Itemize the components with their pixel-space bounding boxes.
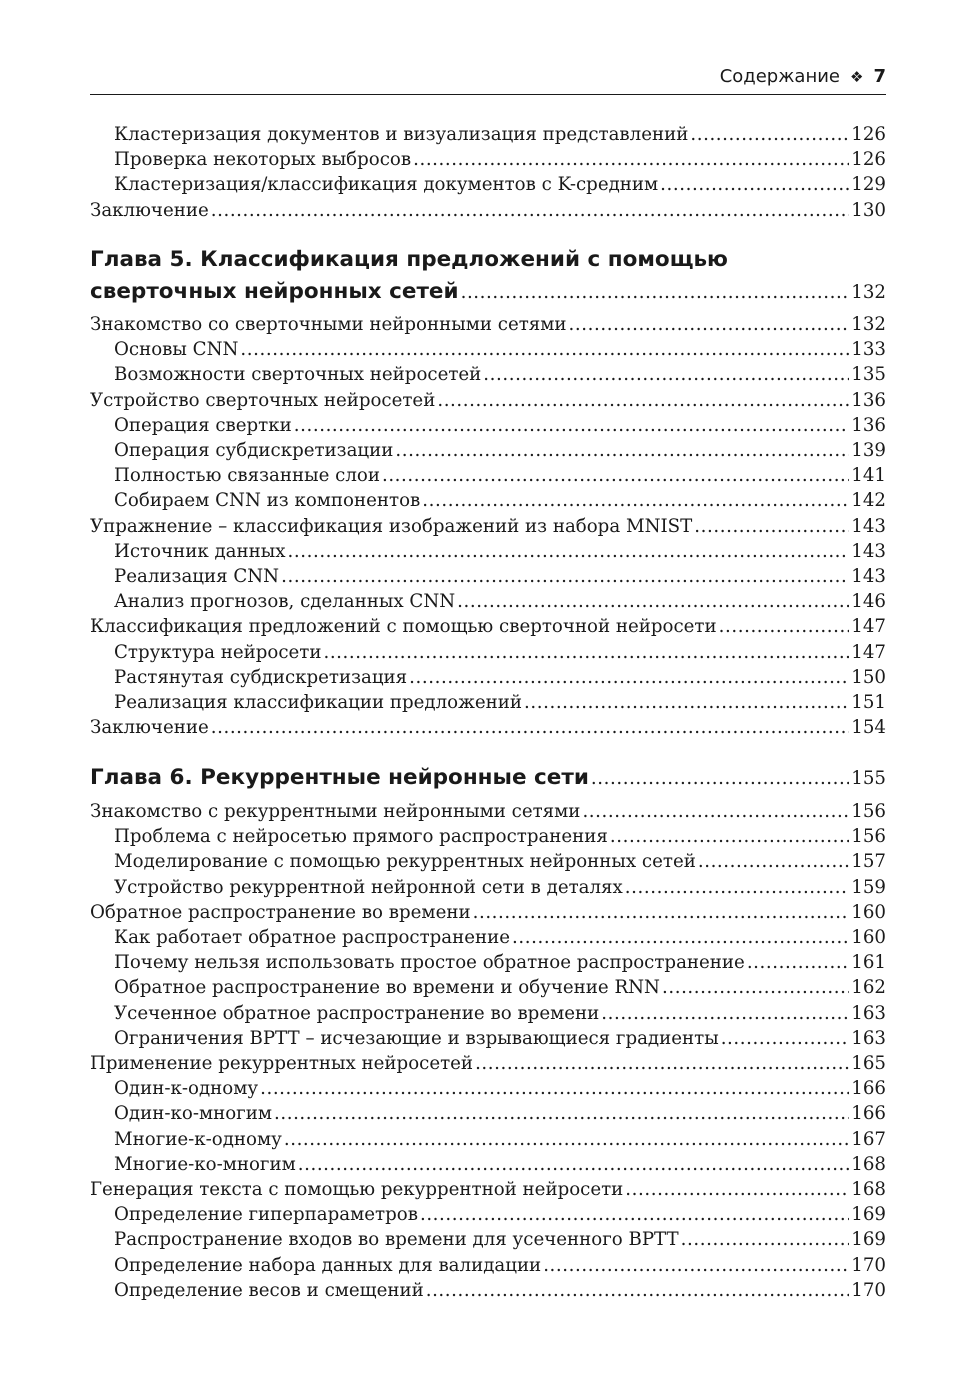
toc-entry-page: 163: [851, 1002, 886, 1024]
toc-entry-page: 150: [851, 666, 886, 688]
dot-leader: [681, 1227, 850, 1252]
toc-entry-title: Один-к-одному: [114, 1078, 259, 1100]
dot-leader: [323, 640, 849, 665]
dot-leader: [409, 665, 849, 690]
toc-entry-title: Источник данных: [114, 540, 286, 562]
toc-entry-page: 147: [851, 641, 886, 663]
toc-entry: [114, 539, 886, 564]
page-number: 7: [873, 66, 886, 87]
toc-entry-title: Основы CNN: [114, 339, 239, 361]
toc-entry: [114, 925, 886, 950]
toc-entry-page: 132: [851, 314, 886, 335]
dot-leader: [426, 1278, 850, 1303]
toc-entry-page: 126: [851, 149, 886, 171]
toc-entry-title: Операция субдискретизации: [114, 440, 394, 461]
toc-entry-title: Полностью связанные слои: [114, 465, 380, 487]
toc-entry-title: Структура нейросети: [114, 641, 322, 663]
toc-entry: [114, 950, 886, 975]
toc-entry-page: 156: [851, 801, 886, 822]
toc-entry-page: 165: [851, 1053, 886, 1074]
toc-entry-title: Заключение: [90, 199, 209, 221]
toc-entry: [114, 665, 886, 690]
toc-entry-title: Ограничения BPTT – исчезающие и взрывающиеся градиенты: [114, 1027, 719, 1049]
toc-entry-page: 135: [851, 364, 886, 386]
toc-entry: [114, 147, 886, 172]
chapter-5-heading: [90, 244, 886, 309]
dot-leader: [211, 198, 850, 223]
toc-entry-title: Определение весов и смещений: [114, 1279, 424, 1301]
toc-entry: [114, 172, 886, 197]
toc-entry: [114, 1202, 886, 1227]
toc-entry-title: Обратное распространение во времени: [90, 901, 471, 923]
toc-entry: [114, 1278, 886, 1303]
toc-entry-page: 136: [851, 389, 886, 411]
toc-entry-title: Кластеризация документов и визуализация представлений: [114, 124, 689, 145]
toc-entry-title: Распространение входов во времени для усеченного BPTT: [114, 1229, 679, 1251]
dot-leader: [601, 1001, 849, 1026]
toc-entry-page: 156: [851, 826, 886, 848]
dot-leader: [475, 1051, 849, 1076]
toc-entry-page: 160: [851, 901, 886, 923]
toc-entry-title: Упражнение – классификация изображений из набора MNIST: [90, 515, 693, 537]
toc-entry-page: 126: [851, 124, 886, 145]
toc-entry-page: 147: [851, 616, 886, 638]
dot-leader: [582, 799, 849, 824]
toc-entry: [90, 198, 886, 223]
toc-entry: [114, 824, 886, 849]
toc-entry-title: Моделирование с помощью рекуррентных нейронных сетей: [114, 851, 696, 873]
toc-entry-page: 163: [851, 1027, 886, 1049]
toc-entry: [90, 514, 886, 539]
toc-entry: [114, 1001, 886, 1026]
ornament-icon: ❖: [850, 68, 864, 86]
toc-entry-page: 168: [851, 1153, 886, 1175]
toc-entry-page: 166: [851, 1103, 886, 1125]
toc-entry-page: 139: [851, 440, 886, 461]
toc-entry-page: 169: [851, 1229, 886, 1251]
dot-leader: [591, 763, 849, 795]
toc-entry-title: Реализация CNN: [114, 566, 280, 587]
toc-entry: [114, 1101, 886, 1126]
toc-entry: [90, 388, 886, 413]
toc-entry-title: Многие-к-одному: [114, 1128, 282, 1150]
toc-entry-page: 166: [851, 1078, 886, 1100]
dot-leader: [747, 950, 849, 975]
toc-entry-page: 143: [851, 566, 886, 587]
dot-leader: [512, 925, 849, 950]
toc-entry-page: 168: [851, 1179, 886, 1200]
toc-entry: [90, 614, 886, 639]
dot-leader: [211, 715, 850, 740]
toc-entry-page: 154: [851, 717, 886, 739]
toc-entry: [114, 463, 886, 488]
toc-entry: [114, 337, 886, 362]
toc-entry-title: Растянутая субдискретизация: [114, 666, 408, 688]
dot-leader: [422, 488, 849, 513]
dot-leader: [625, 875, 849, 900]
toc-entry: [114, 488, 886, 513]
dot-leader: [260, 1076, 849, 1101]
dot-leader: [698, 849, 849, 874]
toc-entry-title: Устройство сверточных нейросетей: [90, 389, 436, 411]
toc-entry: [90, 1051, 886, 1076]
toc-entry-title: Возможности сверточных нейросетей: [114, 364, 482, 386]
toc-entry-title: Заключение: [90, 717, 209, 739]
toc-entry: [114, 975, 886, 1000]
toc-entry: [114, 1253, 886, 1278]
dot-leader: [457, 589, 849, 614]
toc-entry-page: 136: [851, 414, 886, 436]
toc-entry-title: Знакомство с рекуррентными нейронными сетями: [90, 801, 581, 822]
chapter-6-heading: [90, 762, 886, 795]
toc-entry-page: 162: [851, 977, 886, 999]
toc-entry-title: Знакомство со сверточными нейронными сетями: [90, 314, 567, 335]
toc-entry: [90, 799, 886, 824]
toc-entry-title: Проблема с нейросетью прямого распространения: [114, 826, 608, 848]
dot-leader: [395, 438, 849, 463]
dot-leader: [694, 514, 849, 539]
running-head: [90, 66, 886, 95]
toc-entry-title: Определение гиперпараметров: [114, 1204, 418, 1226]
toc-entry-title: Реализация классификации предложений: [114, 692, 522, 713]
toc-entry: [114, 564, 886, 589]
dot-leader: [382, 463, 849, 488]
toc-entry-title: Генерация текста с помощью рекуррентной нейросети: [90, 1179, 624, 1200]
toc-entry-page: 133: [851, 339, 886, 361]
dot-leader: [660, 172, 849, 197]
chapter-6-title: Глава 6. Рекуррентные нейронные сети: [90, 765, 589, 790]
dot-leader: [473, 900, 850, 925]
dot-leader: [719, 614, 850, 639]
dot-leader: [569, 312, 850, 337]
dot-leader: [662, 975, 849, 1000]
toc-entry-page: 151: [851, 692, 886, 713]
toc-entry: [114, 849, 886, 874]
dot-leader: [437, 388, 849, 413]
toc-entry: [114, 362, 886, 387]
toc-entry: [114, 413, 886, 438]
dot-leader: [461, 277, 850, 309]
toc-entry-page: 161: [851, 952, 886, 974]
chapter-5-title-line1: Глава 5. Классификация предложений с помощью: [90, 247, 728, 272]
dot-leader: [420, 1202, 849, 1227]
toc-entry-title: Один-ко-многим: [114, 1103, 272, 1125]
toc-entry-page: 130: [851, 199, 886, 221]
toc-entry-page: 157: [851, 851, 886, 873]
toc-entry-title: Операция свертки: [114, 414, 292, 436]
chapter-6-page: 155: [851, 768, 886, 789]
toc-entry-title: Анализ прогнозов, сделанных CNN: [114, 591, 456, 613]
toc-entry-title: Кластеризация/классификация документов с K-средним: [114, 174, 659, 196]
toc-entry: [90, 715, 886, 740]
toc-entry: [90, 312, 886, 337]
toc-entry-page: 142: [851, 490, 886, 512]
toc-entry-title: Применение рекуррентных нейросетей: [90, 1053, 474, 1074]
dot-leader: [281, 564, 849, 589]
dot-leader: [721, 1026, 850, 1051]
toc-entry: [114, 690, 886, 715]
dot-leader: [294, 413, 850, 438]
toc-entry: [114, 438, 886, 463]
toc-entry-page: 160: [851, 927, 886, 948]
toc-entry-title: Обратное распространение во времени и обучение RNN: [114, 977, 660, 999]
dot-leader: [274, 1101, 849, 1126]
toc-entry-page: 159: [851, 876, 886, 898]
toc-entry-page: 129: [851, 174, 886, 196]
toc-entry-title: Определение набора данных для валидации: [114, 1254, 542, 1276]
toc-entry-title: Почему нельзя использовать простое обратное распространение: [114, 952, 745, 974]
toc-entry-page: 141: [851, 465, 886, 487]
toc-entry-page: 167: [851, 1128, 886, 1150]
dot-leader: [543, 1253, 849, 1278]
toc-entry-page: 143: [851, 540, 886, 562]
toc-entry: [114, 1152, 886, 1177]
dot-leader: [284, 1127, 849, 1152]
dot-leader: [240, 337, 849, 362]
dot-leader: [524, 690, 849, 715]
toc-entry: [114, 589, 886, 614]
toc-entry-page: 170: [851, 1254, 886, 1276]
toc-entry-title: Усеченное обратное распространение во времени: [114, 1002, 600, 1024]
dot-leader: [298, 1152, 850, 1177]
toc-entry: [114, 1076, 886, 1101]
dot-leader: [625, 1177, 849, 1202]
toc-entry: [90, 900, 886, 925]
toc-entry: [114, 1227, 886, 1252]
dot-leader: [690, 122, 849, 147]
toc-entry: [114, 640, 886, 665]
toc-entry-page: 143: [851, 515, 886, 537]
toc-entry-page: 146: [851, 591, 886, 613]
chapter-5-page: 132: [851, 282, 886, 303]
running-head-title: Содержание: [719, 66, 841, 87]
toc-entry: [114, 122, 886, 147]
toc-entry-title: Классификация предложений с помощью сверточной нейросети: [90, 616, 717, 638]
toc-entry-title: Проверка некоторых выбросов: [114, 149, 412, 171]
toc-entry-title: Устройство рекуррентной нейронной сети в деталях: [114, 876, 623, 898]
toc-entry-page: 169: [851, 1204, 886, 1226]
toc-entry-title: Собираем CNN из компонентов: [114, 490, 421, 512]
toc-entry: [114, 1127, 886, 1152]
dot-leader: [610, 824, 849, 849]
toc-entry-title: Многие-ко-многим: [114, 1153, 296, 1175]
dot-leader: [483, 362, 849, 387]
chapter-5-title-line2: сверточных нейронных сетей: [90, 279, 459, 304]
toc-entry: [114, 1026, 886, 1051]
toc-entry-title: Как работает обратное распространение: [114, 927, 511, 948]
toc-entry-page: 170: [851, 1279, 886, 1301]
toc-entry: [114, 875, 886, 900]
dot-leader: [413, 147, 849, 172]
book-page: [90, 0, 886, 1388]
dot-leader: [288, 539, 850, 564]
toc-entry: [90, 1177, 886, 1202]
